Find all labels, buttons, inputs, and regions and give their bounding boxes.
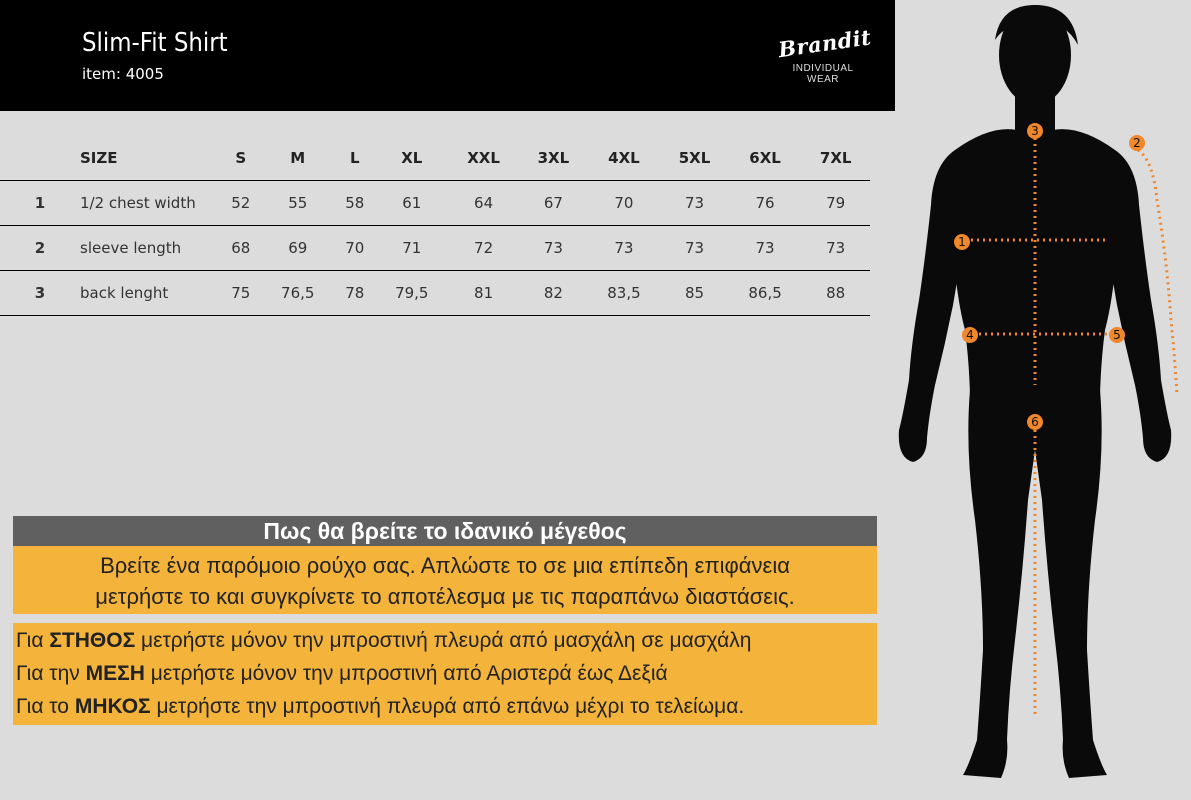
- table-cell: 52: [220, 181, 261, 226]
- table-cell: 73: [801, 226, 870, 271]
- table-cell: 76: [729, 181, 802, 226]
- table-cell: 73: [729, 226, 802, 271]
- size-table-header: [0, 136, 870, 181]
- size-guide-box: [13, 516, 877, 614]
- svg-text:2: 2: [1133, 136, 1141, 150]
- product-title: Slim-Fit Shirt: [82, 28, 228, 58]
- header-size-5xl: 5XL: [660, 136, 729, 181]
- marker-6: [1027, 414, 1043, 430]
- table-row: [0, 226, 870, 271]
- brand-name: Brandit: [776, 24, 873, 63]
- size-guide-text: [13, 546, 877, 614]
- table-cell: 79: [801, 181, 870, 226]
- row-label: 1/2 chest width: [80, 181, 220, 226]
- tip-length: [16, 690, 877, 723]
- table-cell: 79,5: [376, 271, 449, 316]
- header-num-cell: [0, 136, 80, 181]
- table-cell: 61: [376, 181, 449, 226]
- marker-5: [1109, 327, 1125, 343]
- body-silhouette: [899, 5, 1171, 778]
- brand-tagline: INDIVIDUAL WEAR: [792, 63, 854, 85]
- header-size-xxl: XXL: [448, 136, 519, 181]
- size-guide-line: μετρήστε το και συγκρίνετε το αποτέλεσμα με τις παραπάνω διαστάσεις.: [95, 584, 795, 609]
- marker-3: [1027, 123, 1043, 139]
- table-cell: 73: [660, 226, 729, 271]
- header-size-l: L: [334, 136, 375, 181]
- header-size-7xl: 7XL: [801, 136, 870, 181]
- header-size-m: M: [261, 136, 334, 181]
- table-cell: 88: [801, 271, 870, 316]
- svg-text:4: 4: [966, 328, 974, 342]
- tip-text: μετρήστε μόνον την μπροστινή πλευρά από μασχάλη σε μασχάλη: [135, 629, 752, 652]
- svg-text:5: 5: [1113, 328, 1121, 342]
- header-bar: [0, 0, 895, 111]
- table-cell: 73: [588, 226, 661, 271]
- table-cell: 82: [519, 271, 588, 316]
- table-row: [0, 181, 870, 226]
- tip-keyword: ΜΗΚΟΣ: [74, 695, 151, 718]
- table-cell: 67: [519, 181, 588, 226]
- tip-keyword: ΜΕΣΗ: [85, 662, 145, 685]
- header-size-3xl: 3XL: [519, 136, 588, 181]
- tip-keyword: ΣΤΗΘΟΣ: [49, 629, 136, 652]
- size-table: [0, 136, 870, 316]
- row-label: sleeve length: [80, 226, 220, 271]
- marker-1: [954, 234, 970, 250]
- tip-text: Για: [16, 629, 50, 652]
- tip-text: μετρήστε την μπροστινή πλευρά από επάνω μέχρι το τελείωμα.: [150, 695, 745, 718]
- tip-text: Για το: [16, 695, 75, 718]
- table-cell: 76,5: [261, 271, 334, 316]
- table-cell: 58: [334, 181, 375, 226]
- table-cell: 86,5: [729, 271, 802, 316]
- table-cell: 69: [261, 226, 334, 271]
- header-size-xl: XL: [376, 136, 449, 181]
- table-cell: 70: [588, 181, 661, 226]
- header-size-label: SIZE: [80, 136, 220, 181]
- table-cell: 64: [448, 181, 519, 226]
- table-cell: 68: [220, 226, 261, 271]
- header-size-6xl: 6XL: [729, 136, 802, 181]
- table-cell: 71: [376, 226, 449, 271]
- row-number: 1: [0, 181, 80, 226]
- table-cell: 85: [660, 271, 729, 316]
- table-cell: 81: [448, 271, 519, 316]
- tip-chest: [16, 624, 877, 657]
- table-cell: 55: [261, 181, 334, 226]
- marker-4: [962, 327, 978, 343]
- tip-text: μετρήστε μόνον την μπροστινή από Αριστερά έως Δεξιά: [144, 662, 668, 685]
- size-guide-line: Βρείτε ένα παρόμοιο ρούχο σας. Απλώστε το σε μια επίπεδη επιφάνεια: [100, 553, 790, 578]
- table-cell: 83,5: [588, 271, 661, 316]
- tip-text: Για την: [16, 662, 86, 685]
- brand-logo: [776, 24, 873, 85]
- table-cell: 78: [334, 271, 375, 316]
- measurement-tips: [13, 623, 877, 725]
- header-size-4xl: 4XL: [588, 136, 661, 181]
- table-row: [0, 271, 870, 316]
- svg-text:1: 1: [958, 235, 966, 249]
- table-cell: 72: [448, 226, 519, 271]
- svg-text:3: 3: [1031, 124, 1039, 138]
- row-label: back lenght: [80, 271, 220, 316]
- row-number: 2: [0, 226, 80, 271]
- item-number: item: 4005: [82, 65, 164, 83]
- table-cell: 73: [519, 226, 588, 271]
- table-cell: 75: [220, 271, 261, 316]
- size-guide-heading: Πως θα βρείτε το ιδανικό μέγεθος: [13, 516, 877, 546]
- svg-text:6: 6: [1031, 415, 1039, 429]
- table-cell: 70: [334, 226, 375, 271]
- marker-2: [1129, 135, 1145, 151]
- tip-waist: [16, 657, 877, 690]
- body-measurement-figure: [895, 0, 1191, 800]
- header-size-s: S: [220, 136, 261, 181]
- table-cell: 73: [660, 181, 729, 226]
- row-number: 3: [0, 271, 80, 316]
